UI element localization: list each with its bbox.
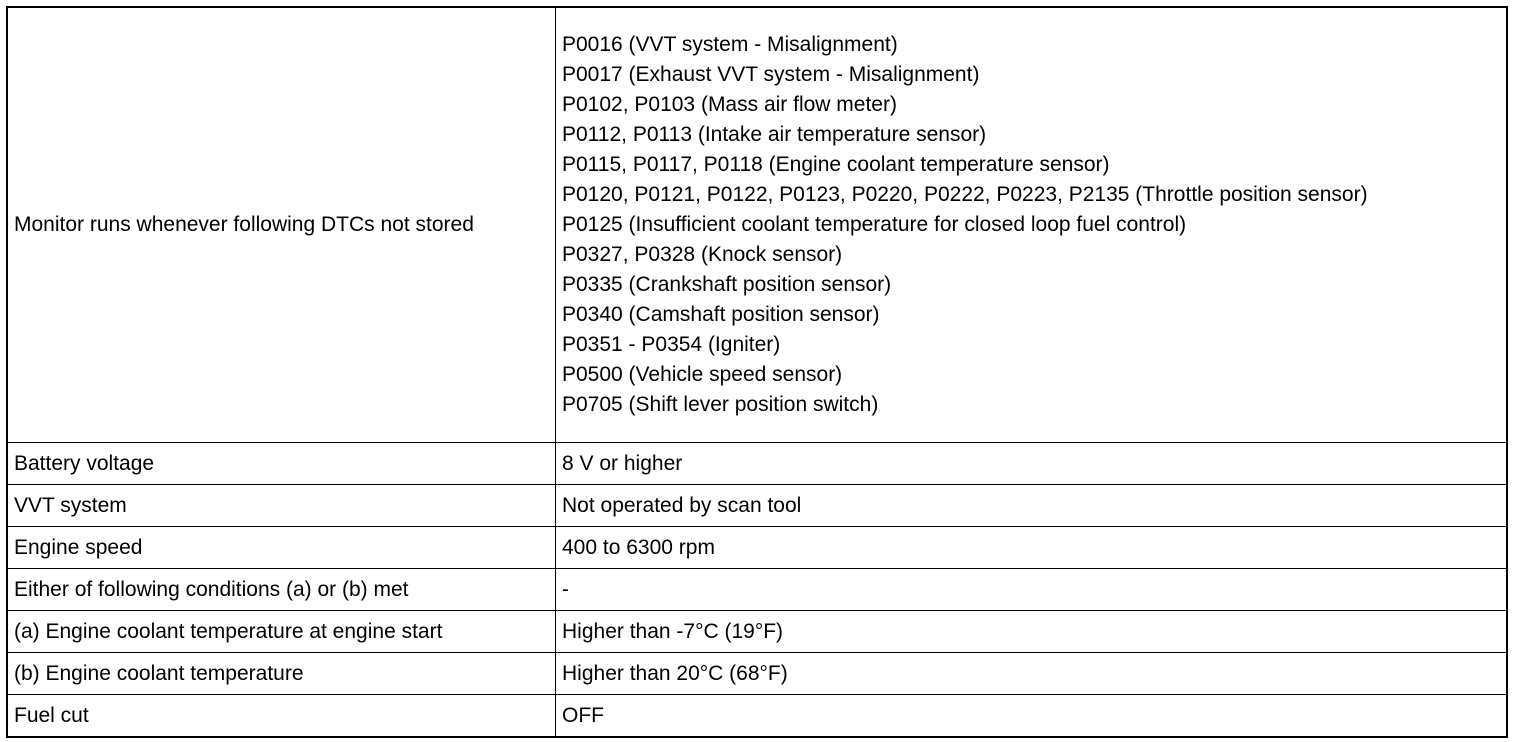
condition-cell: (b) Engine coolant temperature [7,653,556,695]
value-cell: Higher than -7°C (19°F) [556,611,1508,653]
dtc-line: P0125 (Insufficient coolant temperature for closed loop fuel control) [562,213,1187,236]
dtc-list-cell [556,7,1508,443]
dtc-line: P0705 (Shift lever position switch) [562,393,879,416]
dtc-line: P0102, P0103 (Mass air flow meter) [562,93,897,116]
condition-cell: (a) Engine coolant temperature at engine start [7,611,556,653]
dtc-line: P0351 - P0354 (Igniter) [562,333,781,356]
dtc-line: P0112, P0113 (Intake air temperature sensor) [562,123,987,146]
value-cell: Higher than 20°C (68°F) [556,653,1508,695]
value-cell: 8 V or higher [556,443,1508,485]
table-row-either-condition [7,569,1507,611]
dtc-line: P0327, P0328 (Knock sensor) [562,243,843,266]
value-cell: - [556,569,1508,611]
table-row-coolant-temp-at-start [7,611,1507,653]
condition-cell: Fuel cut [7,695,556,738]
condition-cell: VVT system [7,485,556,527]
table-row-coolant-temp [7,653,1507,695]
table-row-engine-speed [7,527,1507,569]
dtc-line: P0016 (VVT system - Misalignment) [562,33,898,56]
value-cell: OFF [556,695,1508,738]
table-row-fuel-cut [7,695,1507,738]
value-cell: Not operated by scan tool [556,485,1508,527]
dtc-line: P0120, P0121, P0122, P0123, P0220, P0222, P0223, P2135 (Throttle position sensor) [562,183,1368,206]
monitor-conditions-table [6,6,1508,738]
dtc-line: P0500 (Vehicle speed sensor) [562,363,843,386]
condition-cell: Engine speed [7,527,556,569]
dtc-line: P0335 (Crankshaft position sensor) [562,273,892,296]
condition-cell: Monitor runs whenever following DTCs not stored [7,7,556,443]
table-row-battery-voltage [7,443,1507,485]
dtc-line: P0017 (Exhaust VVT system - Misalignment) [562,63,980,86]
condition-cell: Either of following conditions (a) or (b) met [7,569,556,611]
dtc-line: P0115, P0117, P0118 (Engine coolant temperature sensor) [562,153,1110,176]
value-cell: 400 to 6300 rpm [556,527,1508,569]
dtc-line: P0340 (Camshaft position sensor) [562,303,880,326]
table-row-vvt-system [7,485,1507,527]
condition-cell: Battery voltage [7,443,556,485]
table-row-dtc-conditions [7,7,1507,443]
